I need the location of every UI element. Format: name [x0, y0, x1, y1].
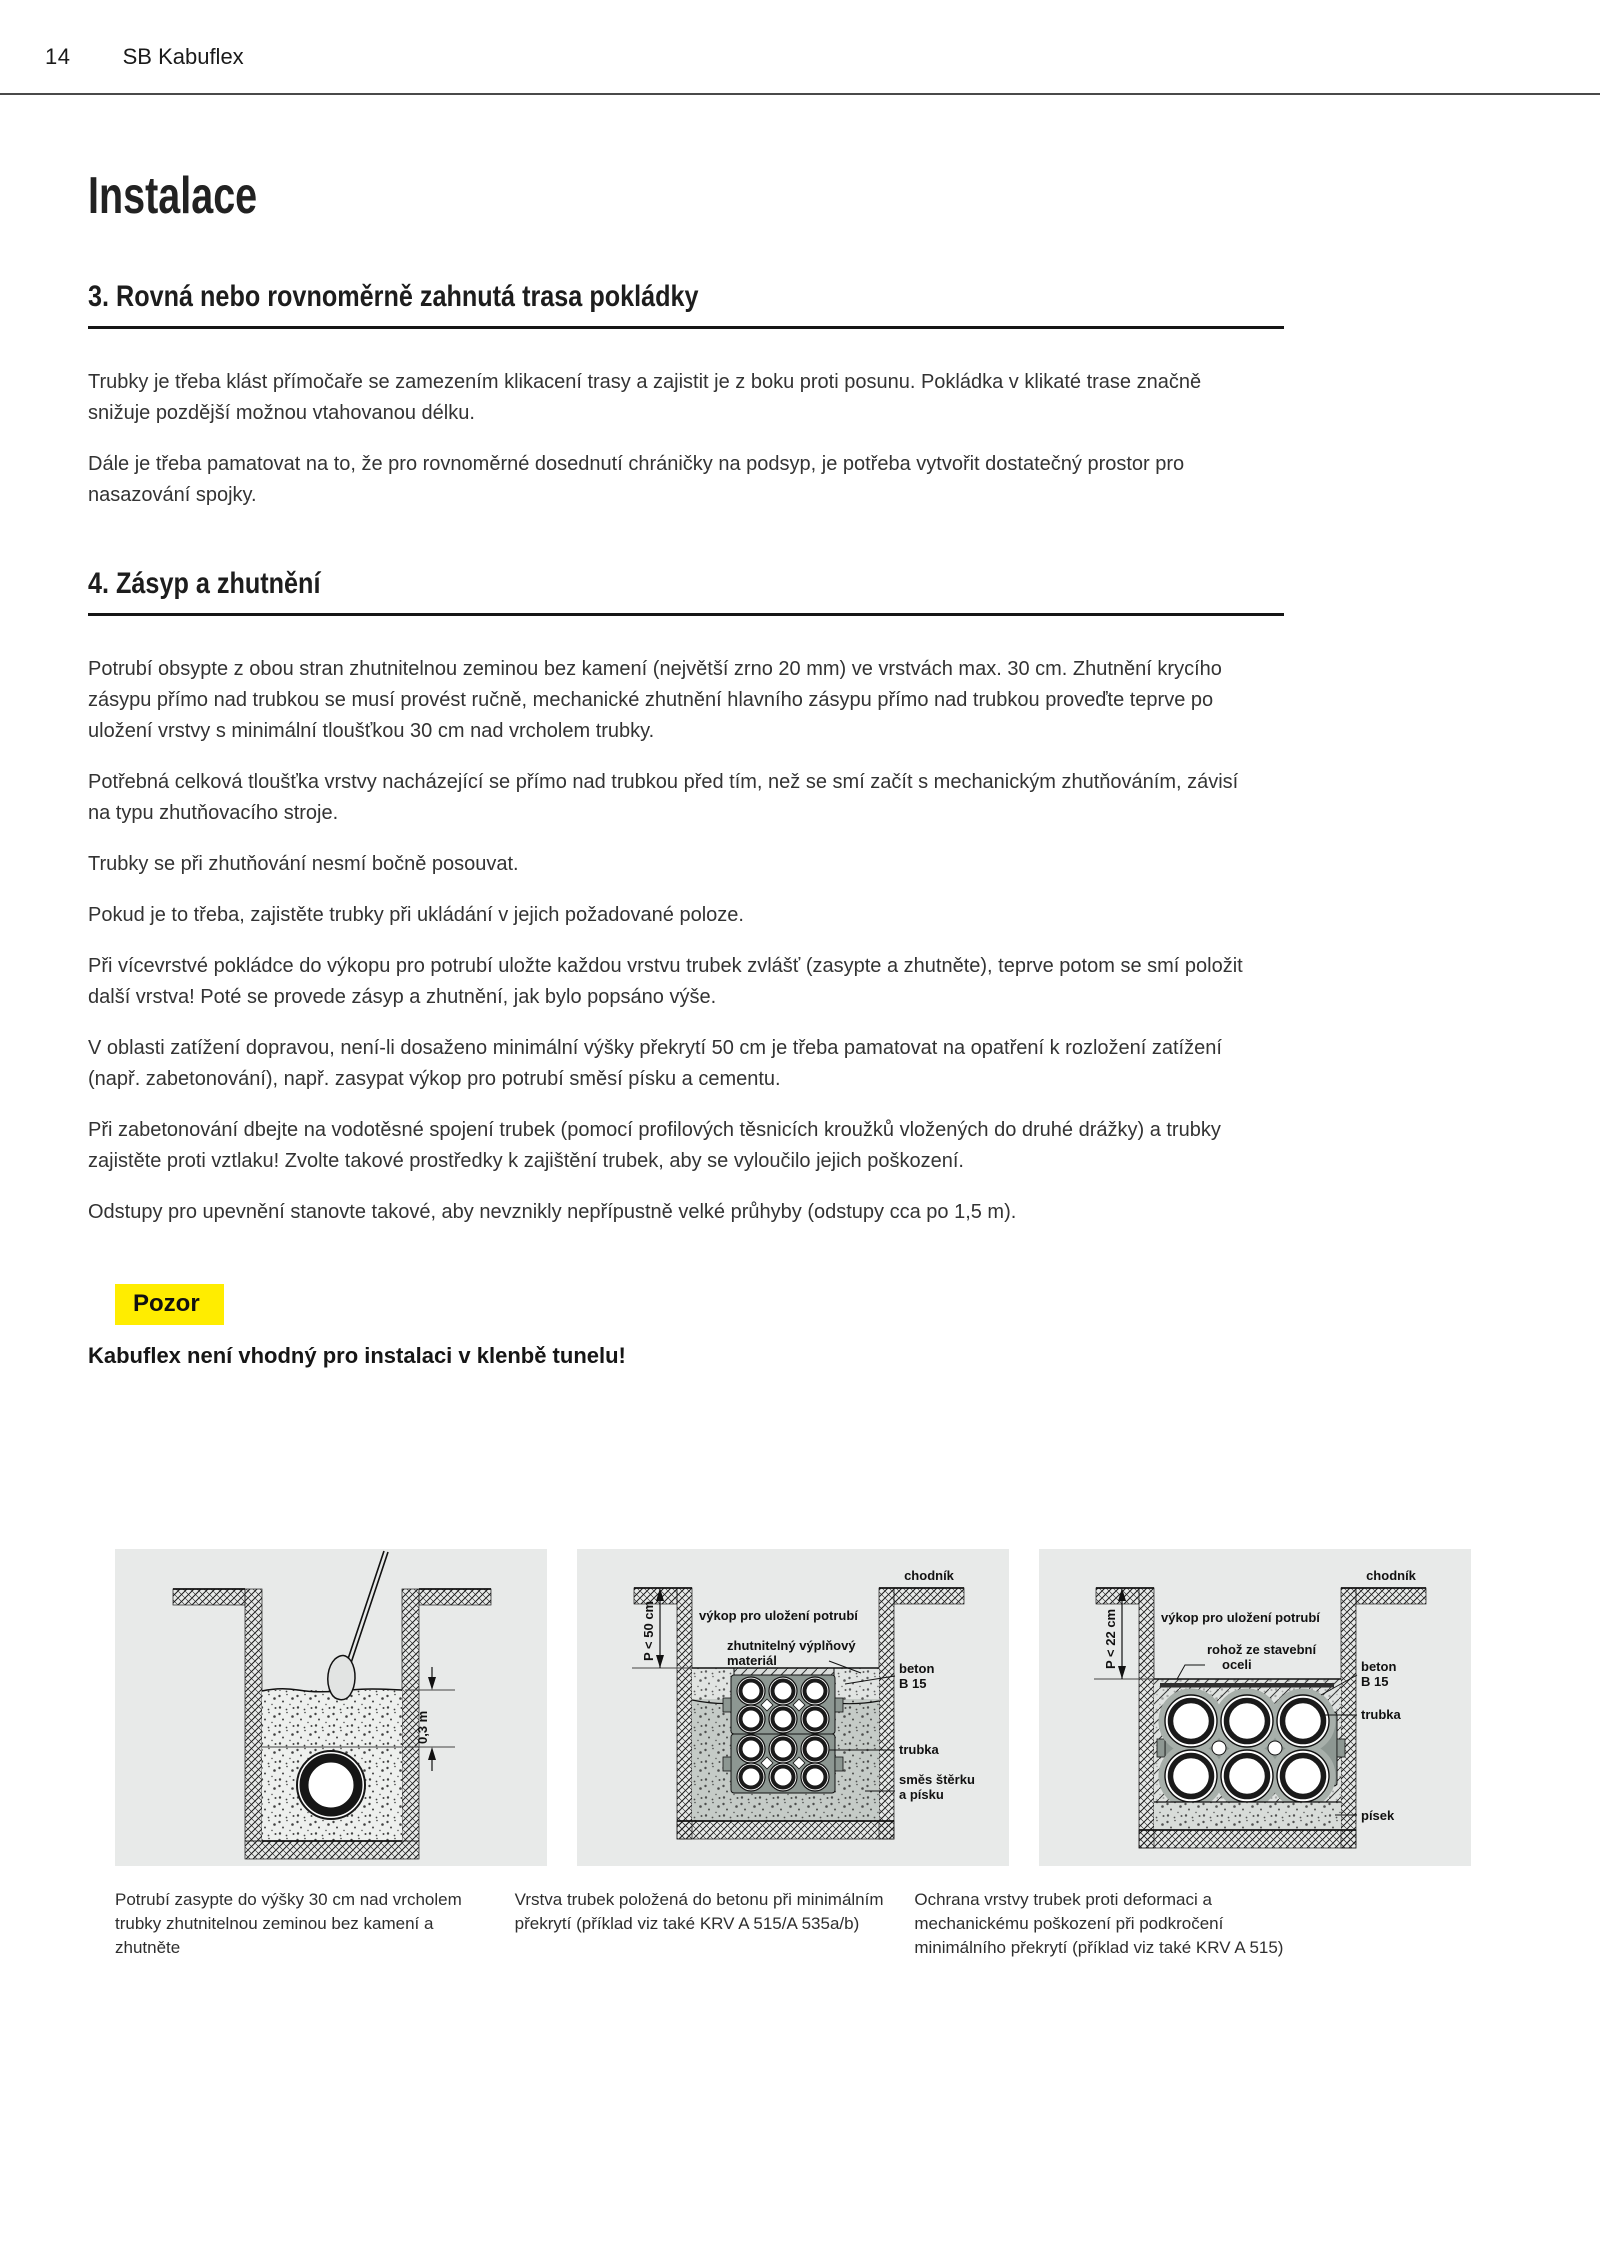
figure-captions-row [115, 1888, 1284, 1960]
figures-row [115, 1549, 1416, 1866]
pipes [1162, 1691, 1333, 1805]
dimension-label: 0,3 m [415, 1710, 430, 1744]
section-backfill-compaction [88, 567, 1284, 1228]
dimension-label: P < 22 cm [1103, 1608, 1118, 1669]
label-concrete-line1: beton [1361, 1658, 1397, 1674]
label-gravel-sand-line1: směs štěrku [899, 1771, 975, 1787]
label-concrete-line1: beton [899, 1660, 935, 1676]
paragraph: Odstupy pro upevnění stanovte takové, aby nevznikly nepřípustně velké průhyby (odstupy cca po 1,5 m). [88, 1200, 1017, 1223]
label-fill-material-line2: materiál [727, 1652, 777, 1668]
page-title: Instalace [88, 167, 258, 225]
paragraph: Při zabetonování dbejte na vodotěsné spojení trubek (pomocí profilových těsnicích kroužků vložených do druhé drážky) a trubky zajistěte proti vztlaku! Zvolte takové prostředky k zajištění trubek, aby se vyloučilo jejich poškození. [88, 1118, 1221, 1172]
figure-caption: Potrubí zasypte do výšky 30 cm nad vrcholem trubky zhutnitelnou zeminou bez kamení a zhutněte [115, 1889, 462, 1957]
label-pipe: trubka [1361, 1706, 1401, 1722]
paragraph: Pokud je to třeba, zajistěte trubky při ukládání v jejich požadované poloze. [88, 903, 744, 926]
label-pipe: trubka [899, 1741, 939, 1757]
brand-text: SB Kabuflex [122, 44, 244, 69]
label-excavation: výkop pro uložení potrubí [1161, 1609, 1320, 1625]
paragraph: Potřebná celková tloušťka vrstvy nacházející se přímo nad trubkou před tím, než se smí začít s mechanickým zhutňováním, závisí na typu zhutňovacího stroje. [88, 770, 1239, 824]
figure-concrete-grid-diagram [577, 1549, 1009, 1866]
label-concrete-line2: B 15 [1361, 1673, 1389, 1689]
trench-protection-svg [1039, 1549, 1471, 1866]
label-concrete-line2: B 15 [899, 1675, 927, 1691]
figure-backfill-diagram [115, 1549, 547, 1866]
steel-mat [1160, 1683, 1334, 1688]
page-header [0, 0, 1600, 95]
paragraph: Trubky se při zhutňování nesmí bočně posouvat. [88, 852, 519, 875]
page-number: 14 [45, 44, 71, 69]
label-steel-mat-line2: oceli [1222, 1656, 1252, 1672]
figure-caption: Vrstva trubek položená do betonu při minimálním překrytí (příklad viz také KRV A 515/A 535a/b) [514, 1889, 884, 1933]
paragraph: Dále je třeba pamatovat na to, že pro rovnoměrné dosednutí chráničky na podsyp, je potřeba vytvořit dostatečný prostor pro nasazování spojky. [88, 452, 1185, 506]
label-sidewalk: chodník [1366, 1567, 1416, 1583]
label-sidewalk: chodník [904, 1567, 954, 1583]
label-excavation: výkop pro uložení potrubí [699, 1607, 858, 1623]
section-4-heading: 4. Zásyp a zhutnění [88, 567, 1284, 616]
page-body [88, 167, 1416, 1960]
trench-concrete-svg [577, 1549, 1009, 1866]
label-gravel-sand-line2: a písku [899, 1786, 944, 1802]
paragraph: Potrubí obsypte z obou stran zhutnitelnou zeminou bez kamení (největší zrno 20 mm) ve vrstvách max. 30 cm. Zhutnění krycího zásypu přímo nad trubkou se musí provést ručně, mechanické zhutnění hlavního zásypu přímo nad trubkou proveďte teprve po uložení vrstvy s minimální tloušťkou 30 cm nad vrcholem trubky. [88, 657, 1222, 742]
dimension-label: P < 50 cm [641, 1600, 656, 1661]
warning-block [88, 1284, 1284, 1369]
label-fill-material-line1: zhutnitelný výplňový [727, 1637, 856, 1653]
trench-backfill-svg [115, 1549, 547, 1866]
figure-protection-diagram [1039, 1549, 1471, 1866]
warning-badge: Pozor [115, 1284, 224, 1325]
pipe [297, 1751, 365, 1819]
sand-layer [1139, 1802, 1356, 1830]
label-steel-mat-line1: rohož ze stavební [1207, 1641, 1317, 1657]
section-3-heading: 3. Rovná nebo rovnoměrně zahnutá trasa pokládky [88, 280, 1284, 329]
figure-caption: Ochrana vrstvy trubek proti deformaci a mechanickému poškození při podkročení minimálního překrytí (příklad viz také KRV A 515) [914, 1889, 1284, 1957]
label-sand: písek [1361, 1807, 1395, 1823]
paragraph: Při vícevrstvé pokládce do výkopu pro potrubí uložte každou vrstvu trubek zvlášť (zasypte a zhutněte), teprve potom se smí položit další vrstva! Poté se provede zásyp a zhutnění, jak bylo popsáno výše. [88, 954, 1243, 1008]
paragraph: Trubky je třeba klást přímočaře se zamezením klikacení trasy a zajistit je z boku proti posunu. Pokládka v klikaté trase značně snižuje pozdější možnou vtahovanou délku. [88, 370, 1202, 424]
paragraph: V oblasti zatížení dopravou, není-li dosaženo minimální výšky překrytí 50 cm je třeba pamatovat na opatření k rozložení zatížení (např. zabetonování), např. zasypat výkop pro potrubí směsí písku a cementu. [88, 1036, 1222, 1090]
section-straight-route [88, 280, 1284, 511]
warning-text: Kabuflex není vhodný pro instalaci v klenbě tunelu! [88, 1342, 626, 1368]
